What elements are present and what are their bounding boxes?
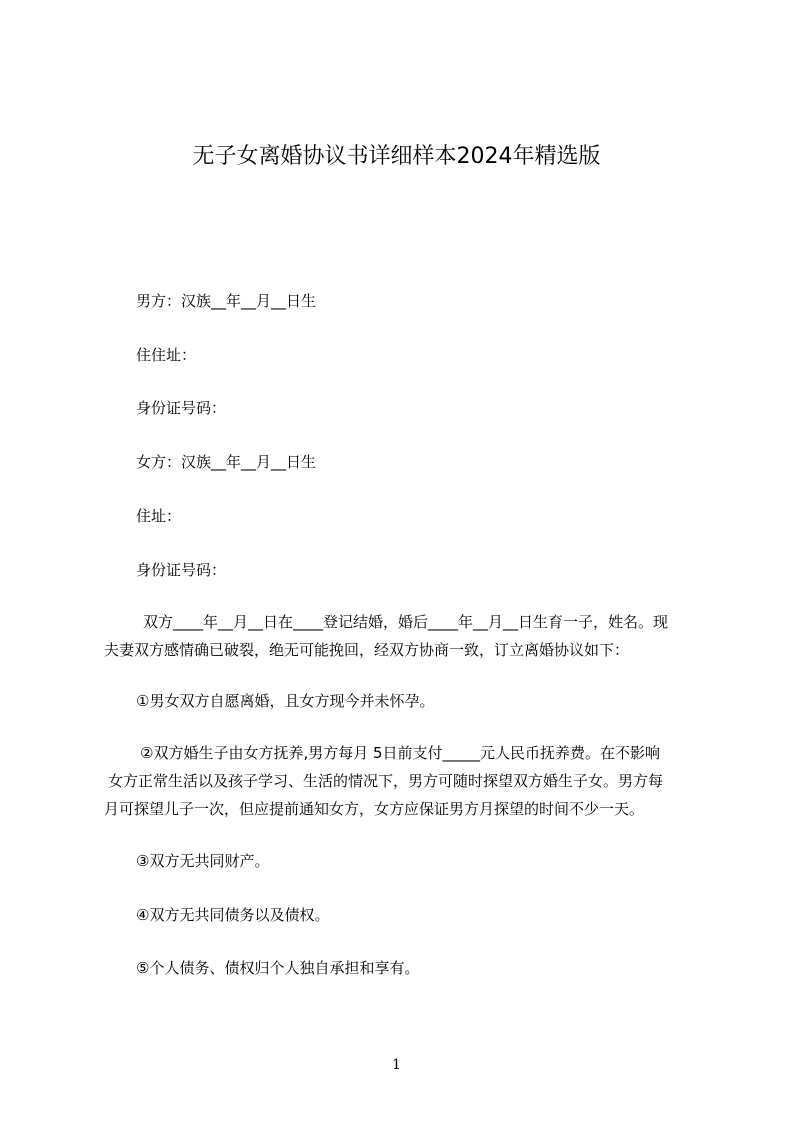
- male-id-line: 身份证号码：: [136, 399, 227, 417]
- female-address-line: 住址：: [136, 507, 182, 525]
- female-info-line: 女方：汉族__年__月__日生: [136, 453, 317, 471]
- clause-1: ①男女双方自愿离婚，且女方现今并未怀孕。: [136, 692, 435, 710]
- clause-3: ③双方无共同财产。: [136, 852, 270, 870]
- female-id-line: 身份证号码：: [136, 561, 227, 579]
- document-title: 无子女离婚协议书详细样本2024年精选版: [192, 144, 601, 169]
- clause-2-line-1: ②双方婚生子由女方抚养,男方每月 5日前支付_____元人民币抚养费。在不影响: [140, 744, 661, 762]
- clause-4: ④双方无共同债务以及债权。: [136, 906, 330, 924]
- clause-5: ⑤个人债务、债权归个人独自承担和享有。: [136, 959, 420, 977]
- clause-2-line-3: 月可探望儿子一次，但应提前通知女方，女方应保证男方月探望的时间不少一天。: [104, 800, 645, 818]
- intro-paragraph-line-2: 夫妻双方感情确已破裂，绝无可能挽回，经双方协商一致，订立离婚协议如下：: [104, 641, 630, 659]
- male-address-line: 住住址：: [136, 346, 197, 364]
- male-info-line: 男方：汉族__年__月__日生: [136, 292, 317, 310]
- page-number: 1: [392, 1057, 401, 1073]
- intro-paragraph-line-1: 双方____年__月__日在____登记结婚，婚后____年__月__日生育一子，姓名。现: [143, 613, 669, 631]
- clause-2-line-2: 女方正常生活以及孩子学习、生活的情况下，男方可随时探望双方婚生子女。男方每: [108, 772, 664, 790]
